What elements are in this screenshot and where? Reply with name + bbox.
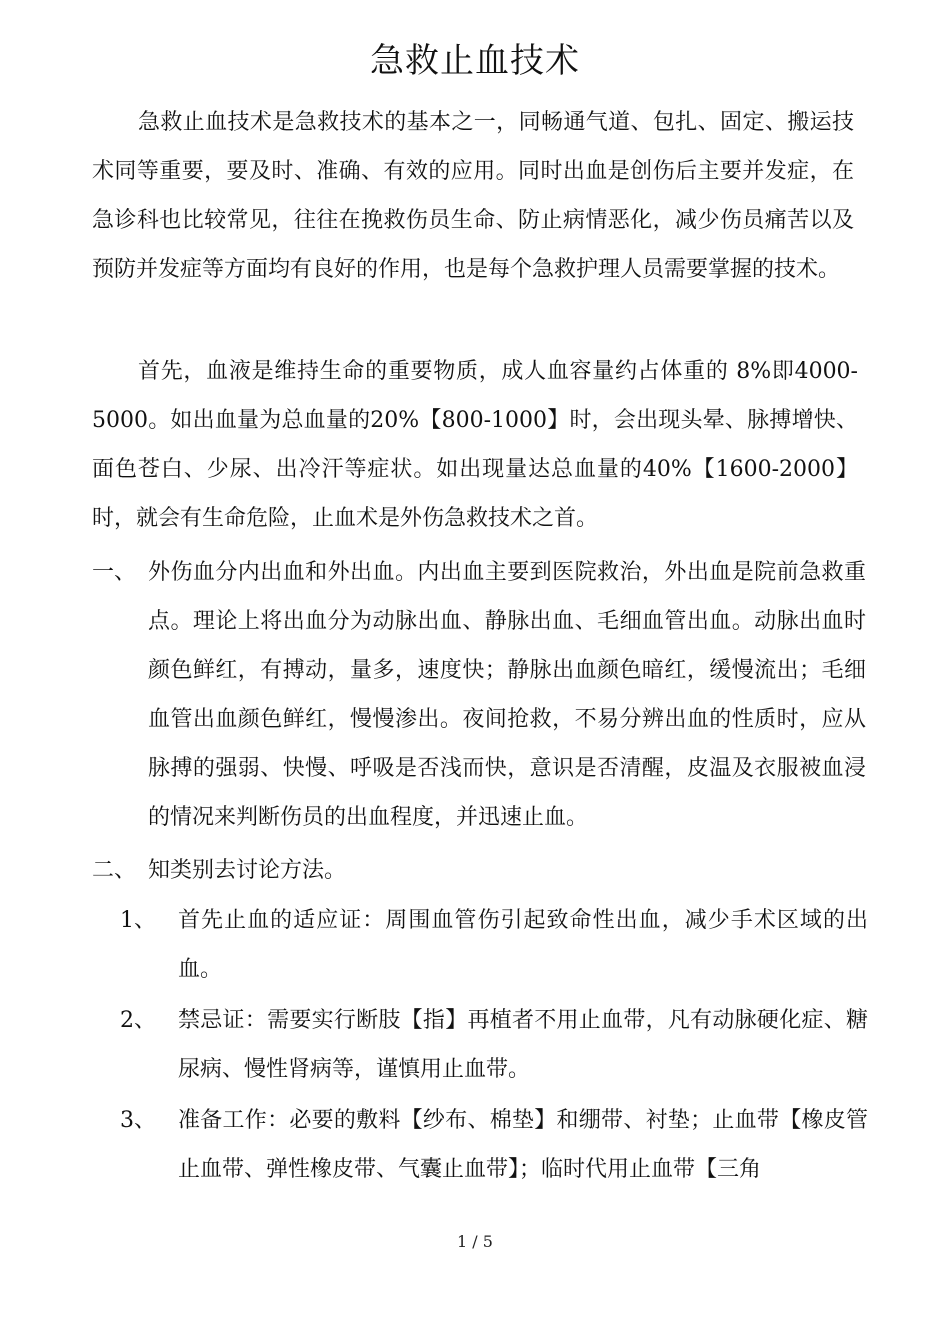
section-number-1: 一、 xyxy=(92,560,137,585)
document-title: 急救止血技术 xyxy=(370,41,580,81)
intro-paragraph: 急救止血技术是急救技术的基本之一，同畅通气道、包扎、固定、搬运技术同等重要，要及时、准确、有效的应用。同时出血是创伤后主要并发症，在急诊科也比较常见，往往在挽救伤员生命、防止病情恶化，减少伤员痛苦以及预防并发症等方面均有良好的作用，也是每个急救护理人员需要掌握的技术。 xyxy=(92,110,854,282)
list-item-text-3: 准备工作：必要的敷料【纱布、棉垫】和绷带、衬垫；止血带【橡皮管止血带、弹性橡皮带、气囊止血带】；临时代用止血带【三角 xyxy=(178,1108,868,1182)
section-text-1: 外伤血分内出血和外出血。内出血主要到医院救治，外出血是院前急救重点。理论上将出血分为动脉出血、静脉出血、毛细血管出血。动脉出血时颜色鲜红，有搏动，量多，速度快；静脉出血颜色暗红，缓慢流出；毛细血管出血颜色鲜红，慢慢渗出。夜间抢救，不易分辨出血的性质时，应从脉搏的强弱、快慢、呼吸是否浅而快，意识是否清醒，皮温及衣服被血浸的情况来判断伤员的出血程度，并迅速止血。 xyxy=(148,560,866,830)
list-item-text-2: 禁忌证：需要实行断肢【指】再植者不用止血带，凡有动脉硬化症、糖尿病、慢性肾病等，谨慎用止血带。 xyxy=(178,1008,868,1082)
list-item-number-1: 1、 xyxy=(120,908,156,933)
list-item-text-1: 首先止血的适应证：周围血管伤引起致命性出血，减少手术区域的出血。 xyxy=(178,908,868,982)
section-number-2: 二、 xyxy=(92,858,137,883)
blood-volume-paragraph: 首先，血液是维持生命的重要物质，成人血容量约占体重的 8%即4000-5000。如出血量为总血量的20%【800-1000】时，会出现头晕、脉搏增快、面色苍白、少尿、出冷汗等症状。如出现量达总血量的40%【1600-2000】时，就会有生命危险，止血术是外伤急救技术之首。 xyxy=(92,359,858,531)
list-item-number-2: 2、 xyxy=(120,1008,156,1033)
list-item-number-3: 3、 xyxy=(120,1108,156,1133)
page-number: 1 / 5 xyxy=(457,1232,493,1251)
section-text-2: 知类别去讨论方法。 xyxy=(148,858,347,883)
